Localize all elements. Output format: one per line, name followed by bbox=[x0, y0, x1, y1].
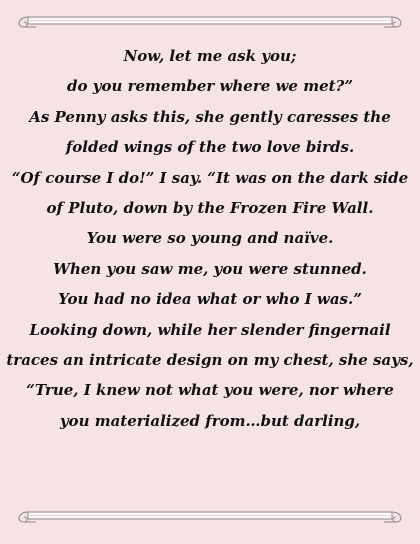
poem-line: of Pluto, down by the Frozen Fire Wall. bbox=[46, 198, 374, 217]
top-scroll-divider bbox=[14, 14, 406, 30]
poem-line: Looking down, while her slender fingernail bbox=[29, 320, 391, 339]
poem-line: You had no idea what or who I was.” bbox=[58, 290, 362, 309]
bottom-scroll-divider bbox=[14, 509, 406, 525]
poem-line: “True, I knew not what you were, nor where bbox=[26, 381, 394, 400]
poem-text bbox=[0, 41, 420, 436]
poem-line: Now, let me ask you; bbox=[123, 47, 297, 65]
poem-line: do you remember where we met?” bbox=[67, 77, 353, 96]
poem-line: When you saw me, you were stunned. bbox=[53, 259, 367, 278]
poem-line: “Of course I do!” I say. “It was on the dark side bbox=[11, 168, 409, 187]
poem-line: you materialized from…but darling, bbox=[59, 411, 361, 430]
poem-line: You were so young and naïve. bbox=[86, 229, 334, 248]
scroll-banner-icon bbox=[14, 14, 406, 30]
poem-line: traces an intricate design on my chest, she says, bbox=[6, 350, 414, 369]
poem-line: As Penny asks this, she gently caresses the bbox=[29, 107, 391, 126]
scroll-banner-icon bbox=[14, 509, 406, 525]
poem-line: folded wings of the two love birds. bbox=[65, 138, 355, 157]
